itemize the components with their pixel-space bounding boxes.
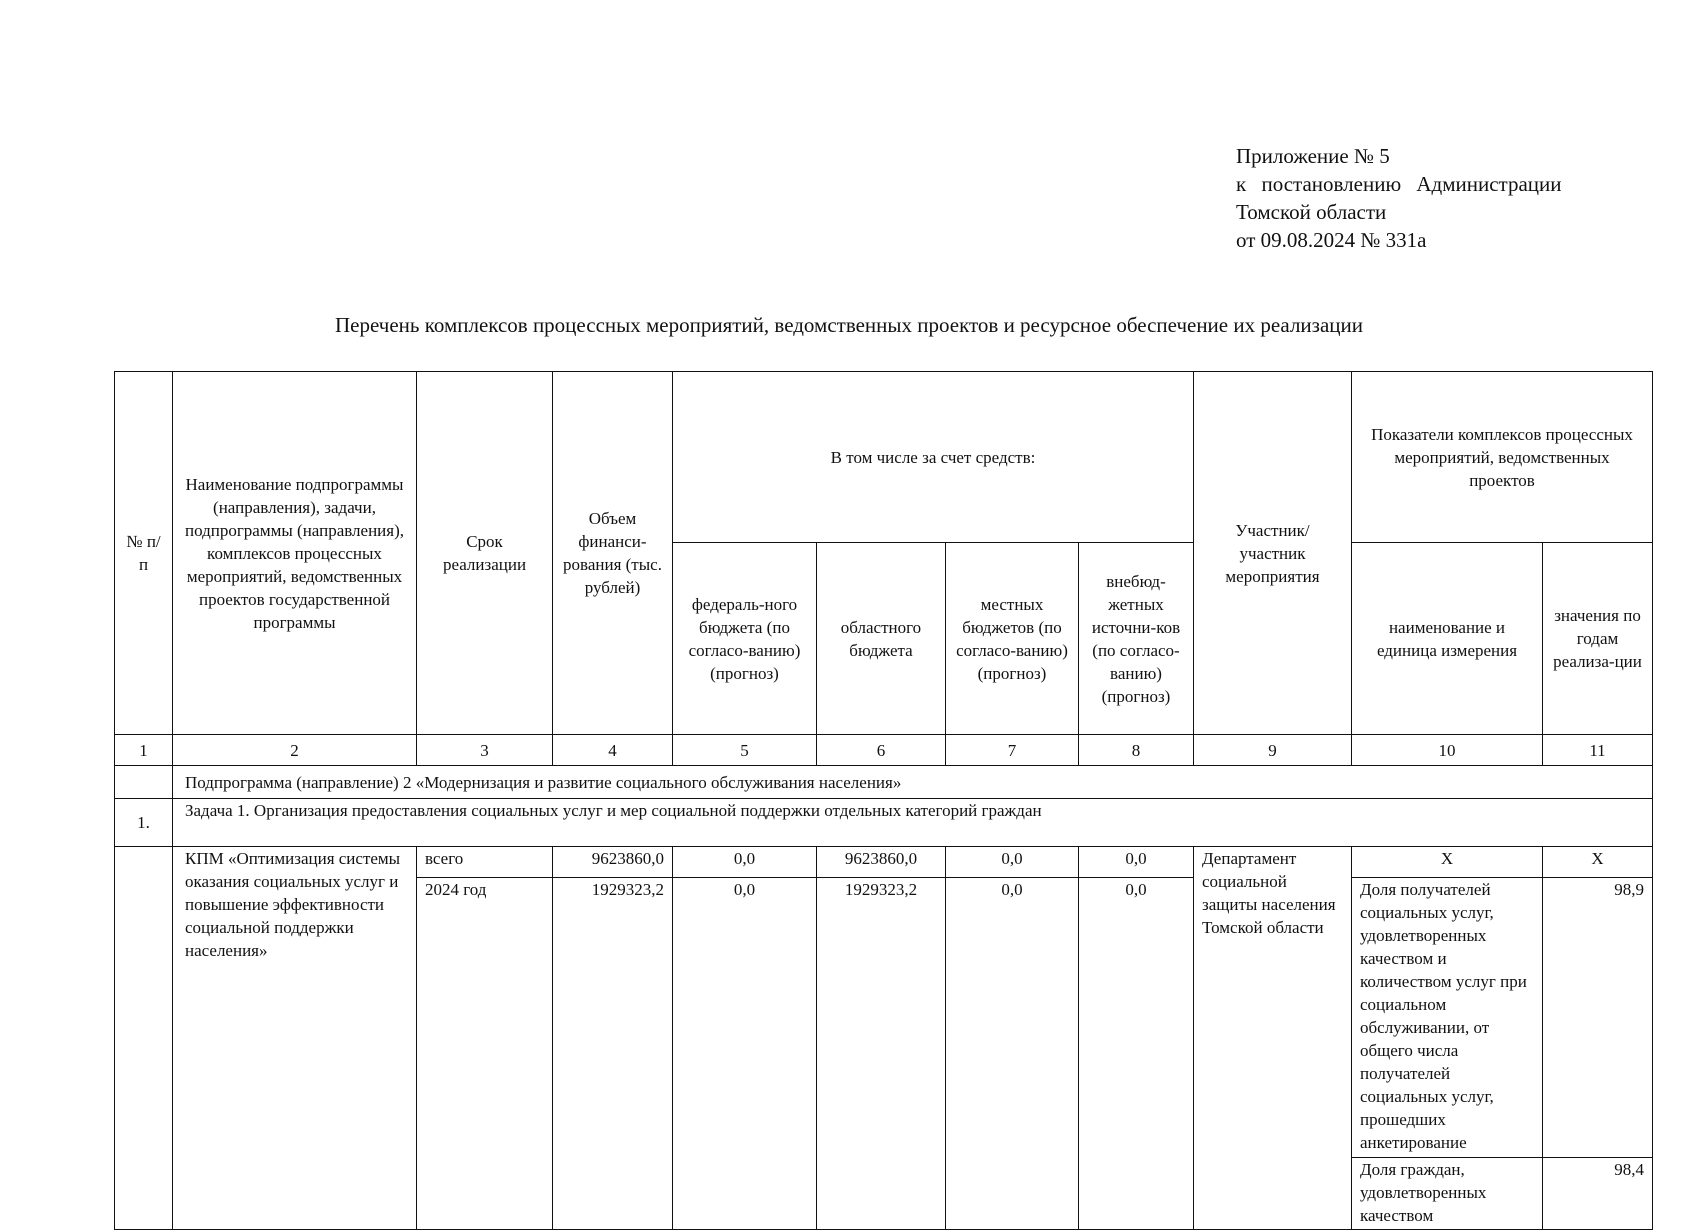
header-volume: Объем финанси-рования (тыс. рублей) [553,372,673,735]
kpm-volume: 1929323,2 [553,878,673,1230]
kpm-federal: 0,0 [673,847,817,878]
header-indicator-values: значения по годам реализа-ции [1543,543,1653,735]
kpm-term: 2024 год [417,878,553,1230]
task-title: Задача 1. Организация предоставления социальных услуг и мер социальной поддержки отдельных категорий граждан [173,799,1653,847]
indicator-x-mark: Х [1352,847,1543,878]
header-name: Наименование подпрограммы (направления), задачи, подпрограммы (направления), комплексов процессных мероприятий, ведомственных проектов государственной программы [173,372,417,735]
header-including: В том числе за счет средств: [673,372,1194,543]
indicator-value: 98,4 [1543,1158,1653,1230]
appendix-line-4: от 09.08.2024 № 331а [1236,228,1427,252]
header-extra: внебюд-жетных источни-ков (по согласо-ванию) (прогноз) [1079,543,1194,735]
value-x-mark: Х [1543,847,1653,878]
header-federal: федераль-ного бюджета (по согласо-ванию) (прогноз) [673,543,817,735]
subprogram-title: Подпрограмма (направление) 2 «Модернизация и развитие социального обслуживания населения» [173,766,1653,799]
header-indicator-name: наименование и единица измерения [1352,543,1543,735]
kpm-local: 0,0 [946,847,1079,878]
header-num: № п/п [115,372,173,735]
document-title: Перечень комплексов процессных мероприятий, ведомственных проектов и ресурсное обеспечение их реализации [334,313,1363,337]
table-row [115,847,1653,878]
header-term: Срок реализации [417,372,553,735]
kpm-volume: 9623860,0 [553,847,673,878]
col-number: 3 [417,735,553,766]
col-number: 2 [173,735,417,766]
kpm-regional: 1929323,2 [817,878,946,1230]
header-local: местных бюджетов (по согласо-ванию) (прогноз) [946,543,1079,735]
kpm-name: КПМ «Оптимизация системы оказания социальных услуг и повышение эффективности социальной поддержки населения» [173,847,417,1230]
appendix-line-2: к постановлению Администрации [1236,172,1562,196]
col-number: 6 [817,735,946,766]
program-table [114,371,1653,1230]
kpm-federal: 0,0 [673,878,817,1230]
col-number: 9 [1194,735,1352,766]
col-number: 8 [1079,735,1194,766]
col-number: 4 [553,735,673,766]
indicator-value: 98,9 [1543,878,1653,1158]
appendix-line-1: Приложение № 5 [1236,144,1390,168]
col-number: 10 [1352,735,1543,766]
task-number: 1. [115,799,173,847]
indicator-name: Доля получателей социальных услуг, удовлетворенных качеством и количеством услуг при социальном обслуживании, от общего числа получателей социальных услуг, прошедших анкетирование [1352,878,1543,1158]
header-regional: областного бюджета [817,543,946,735]
subprogram-num-cell [115,766,173,799]
indicator-name: Доля граждан, удовлетворенных качеством [1352,1158,1543,1230]
column-numbers-row [115,735,1653,766]
header-indicators: Показатели комплексов процессных мероприятий, ведомственных проектов [1352,372,1653,543]
kpm-extra: 0,0 [1079,878,1194,1230]
appendix-line-3: Томской области [1236,200,1387,224]
kpm-term: всего [417,847,553,878]
header-participant: Участник/ участник мероприятия [1194,372,1352,735]
kpm-extra: 0,0 [1079,847,1194,878]
col-number: 11 [1543,735,1653,766]
appendix-block [1236,142,1562,254]
kpm-num-cell [115,847,173,1230]
col-number: 5 [673,735,817,766]
kpm-participant: Департамент социальной защиты населения Томской области [1194,847,1352,1230]
kpm-local: 0,0 [946,878,1079,1230]
col-number: 1 [115,735,173,766]
kpm-regional: 9623860,0 [817,847,946,878]
col-number: 7 [946,735,1079,766]
